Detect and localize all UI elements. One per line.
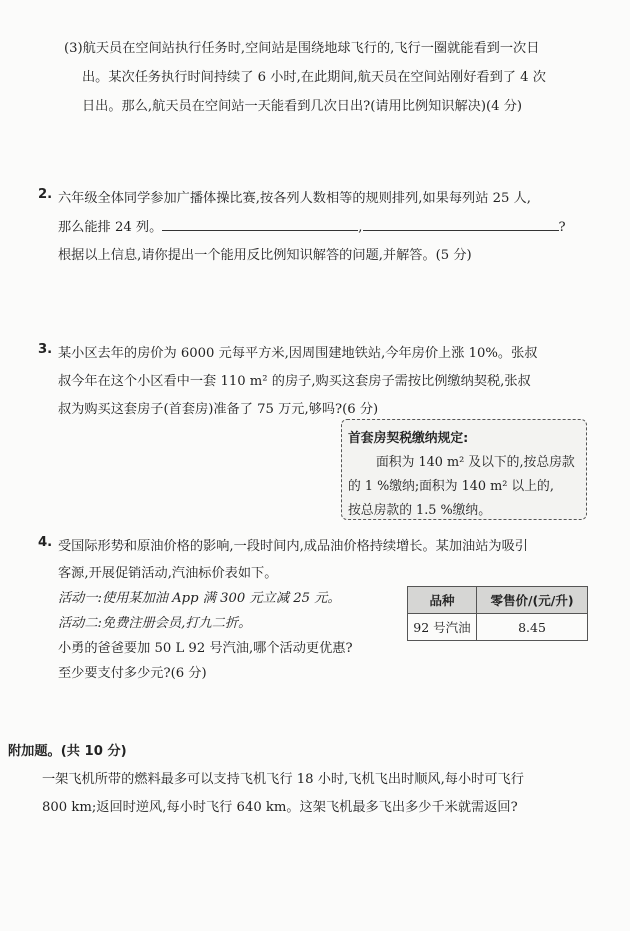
q4-activity-2: 活动二:免费注册会员,打九二折。 [58,616,252,631]
q4-line-1: 受国际形势和原油价格的影响,一段时间内,成品油价格持续增长。某加油站为吸引 [58,539,528,554]
tax-box-title: 首套房契税缴纳规定: [348,431,469,446]
bonus-line-1: 一架飞机所带的燃料最多可以支持飞机飞行 18 小时,飞机飞出时顺风,每小时可飞行 [42,772,524,787]
q2-line-1: 六年级全体同学参加广播体操比赛,按各列人数相等的规则排列,如果每列站 25 人, [58,191,531,206]
tax-box-line-3: 按总房款的 1.5 %缴纳。 [348,503,492,518]
q4-line-5: 小勇的爸爸要加 50 L 92 号汽油,哪个活动更优惠? [58,641,353,656]
bonus-line-2: 800 km;返回时逆风,每小时飞行 640 km。这架飞机最多飞出多少千米就需返回? [42,800,518,815]
table-row [408,614,588,641]
q4-line-2: 客源,开展促销活动,汽油标价表如下。 [58,566,278,581]
q2-comma: , [358,220,363,235]
answer-blank-2[interactable] [363,218,559,231]
cell-price: 8.45 [477,614,588,641]
q3-number: 3. [38,342,53,357]
tax-rule-box [341,419,587,520]
q3-sub-line-3: 日出。那么,航天员在空间站一天能看到几次日出?(请用比例知识解决)(4 分) [82,99,523,114]
q2-line-2 [58,216,566,235]
tax-box-line-1: 面积为 140 m² 及以下的,按总房款 [376,455,575,470]
q4-number: 4. [38,535,53,550]
q3-line-2: 叔今年在这个小区看中一套 110 m² 的房子,购买这套房子需按比例缴纳契税,张叔 [58,374,531,389]
q2-question-mark: ? [558,220,566,235]
q2-line-2-text: 那么能排 24 列。 [58,220,163,235]
header-price: 零售价/(元/升) [477,587,588,614]
answer-blank-1[interactable] [162,218,358,231]
q3-sub-line-1: (3)航天员在空间站执行任务时,空间站是围绕地球飞行的,飞行一圈就能看到一次日 [64,41,540,56]
q2-line-3: 根据以上信息,请你提出一个能用反比例知识解答的问题,并解答。(5 分) [58,248,472,263]
q3-line-1: 某小区去年的房价为 6000 元每平方米,因周围建地铁站,今年房价上涨 10%。张叔 [58,346,538,361]
bonus-title: 附加题。(共 10 分) [8,744,127,759]
table-header-row [408,587,588,614]
q4-activity-1: 活动一:使用某加油 App 满 300 元立减 25 元。 [58,591,341,606]
cell-type: 92 号汽油 [408,614,477,641]
q2-number: 2. [38,187,53,202]
q3-sub-line-2: 出。某次任务执行时间持续了 6 小时,在此期间,航天员在空间站刚好看到了 4 次 [82,70,546,85]
q3-line-3: 叔为购买这套房子(首套房)准备了 75 万元,够吗?(6 分) [58,402,379,417]
header-type: 品种 [408,587,477,614]
gas-price-table [407,586,588,641]
q4-line-6: 至少要支付多少元?(6 分) [58,666,207,681]
tax-box-line-2: 的 1 %缴纳;面积为 140 m² 以上的, [348,479,554,494]
